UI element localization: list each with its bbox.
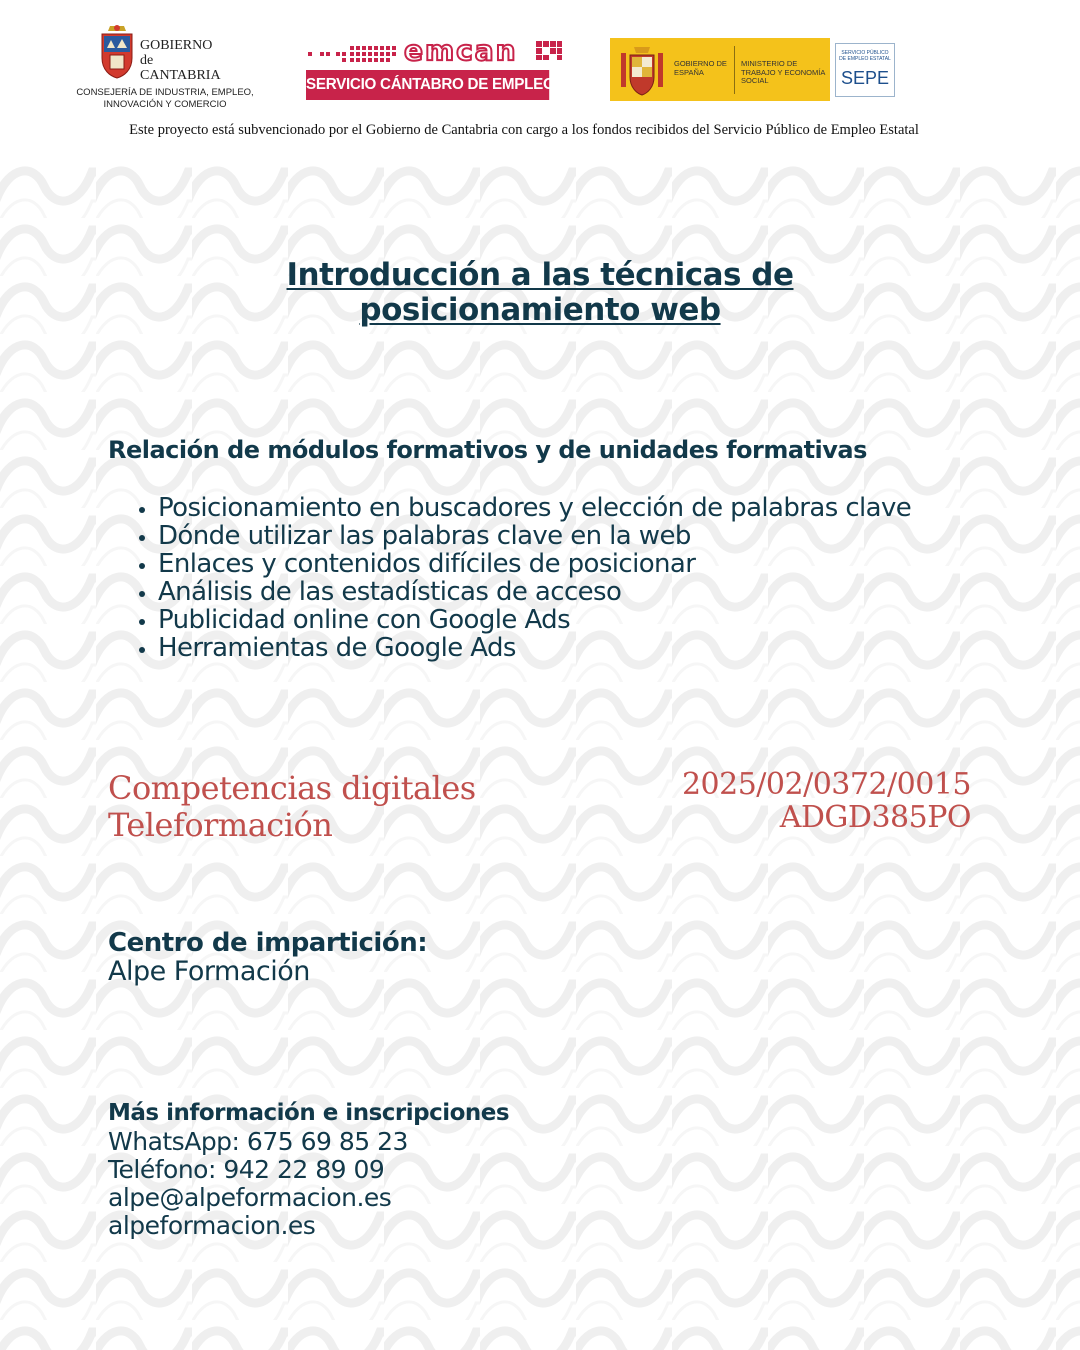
course-category-block	[108, 770, 476, 844]
course-title	[140, 258, 940, 328]
cantabria-line-3: CANTABRIA	[140, 68, 221, 83]
sepe-wordmark: SEPE	[840, 68, 890, 88]
module-item: • Herramientas de Google Ads	[158, 634, 911, 662]
telefono-line: Teléfono: 942 22 89 09	[108, 1155, 385, 1184]
module-item: • Dónde utilizar las palabras clave en la web	[158, 522, 911, 550]
email-link[interactable]: alpe@alpeformacion.es	[108, 1183, 392, 1212]
module-item: • Publicidad online con Google Ads	[158, 606, 911, 634]
course-category: Competencias digitales	[108, 769, 476, 807]
whatsapp-line: WhatsApp: 675 69 85 23	[108, 1127, 408, 1156]
emcan-wordmark: emcan	[404, 34, 518, 67]
centro-label: Centro de impartición:	[108, 928, 428, 958]
cantabria-line-2: de	[140, 53, 154, 68]
modules-list	[108, 494, 911, 662]
course-modality: Teleformación	[108, 806, 333, 844]
module-item: • Enlaces y contenidos difíciles de posicionar	[158, 550, 911, 578]
course-code: ADGD385PO	[779, 800, 971, 835]
module-item: • Posicionamiento en buscadores y elección de palabras clave	[158, 494, 911, 522]
course-expediente: 2025/02/0372/0015	[681, 767, 971, 802]
course-codes-block	[682, 768, 971, 834]
subsidy-disclaimer: Este proyecto está subvencionado por el Gobierno de Cantabria con cargo a los fondos recibidos del Servicio Público de Empleo Estatal	[129, 122, 919, 138]
website-link[interactable]: alpeformacion.es	[108, 1211, 316, 1240]
info-heading: Más información e inscripciones	[108, 1100, 510, 1126]
gobierno-espana-label: GOBIERNO DE ESPAÑA	[674, 59, 727, 77]
ministerio-label: MINISTERIO DE TRABAJO Y ECONOMÍA SOCIAL	[741, 59, 825, 85]
consejeria-line-1: CONSEJERÍA DE INDUSTRIA, EMPLEO,	[76, 87, 254, 98]
cantabria-line-1: GOBIERNO	[140, 38, 213, 53]
centro-value: Alpe Formación	[108, 956, 310, 987]
modules-heading: Relación de módulos formativos y de unidades formativas	[108, 436, 867, 464]
module-item: • Análisis de las estadísticas de acceso	[158, 578, 911, 606]
consejeria-line-2: INNOVACIÓN Y COMERCIO	[103, 99, 227, 110]
course-title-line-2: posicionamiento web	[359, 292, 721, 328]
sepe-small-text: SERVICIO PÚBLICO DE EMPLEO ESTATAL	[839, 50, 891, 62]
course-title-line-1: Introducción a las técnicas de	[286, 257, 794, 293]
emcan-banner: SERVICIO CÁNTABRO DE EMPLEO	[306, 70, 549, 100]
